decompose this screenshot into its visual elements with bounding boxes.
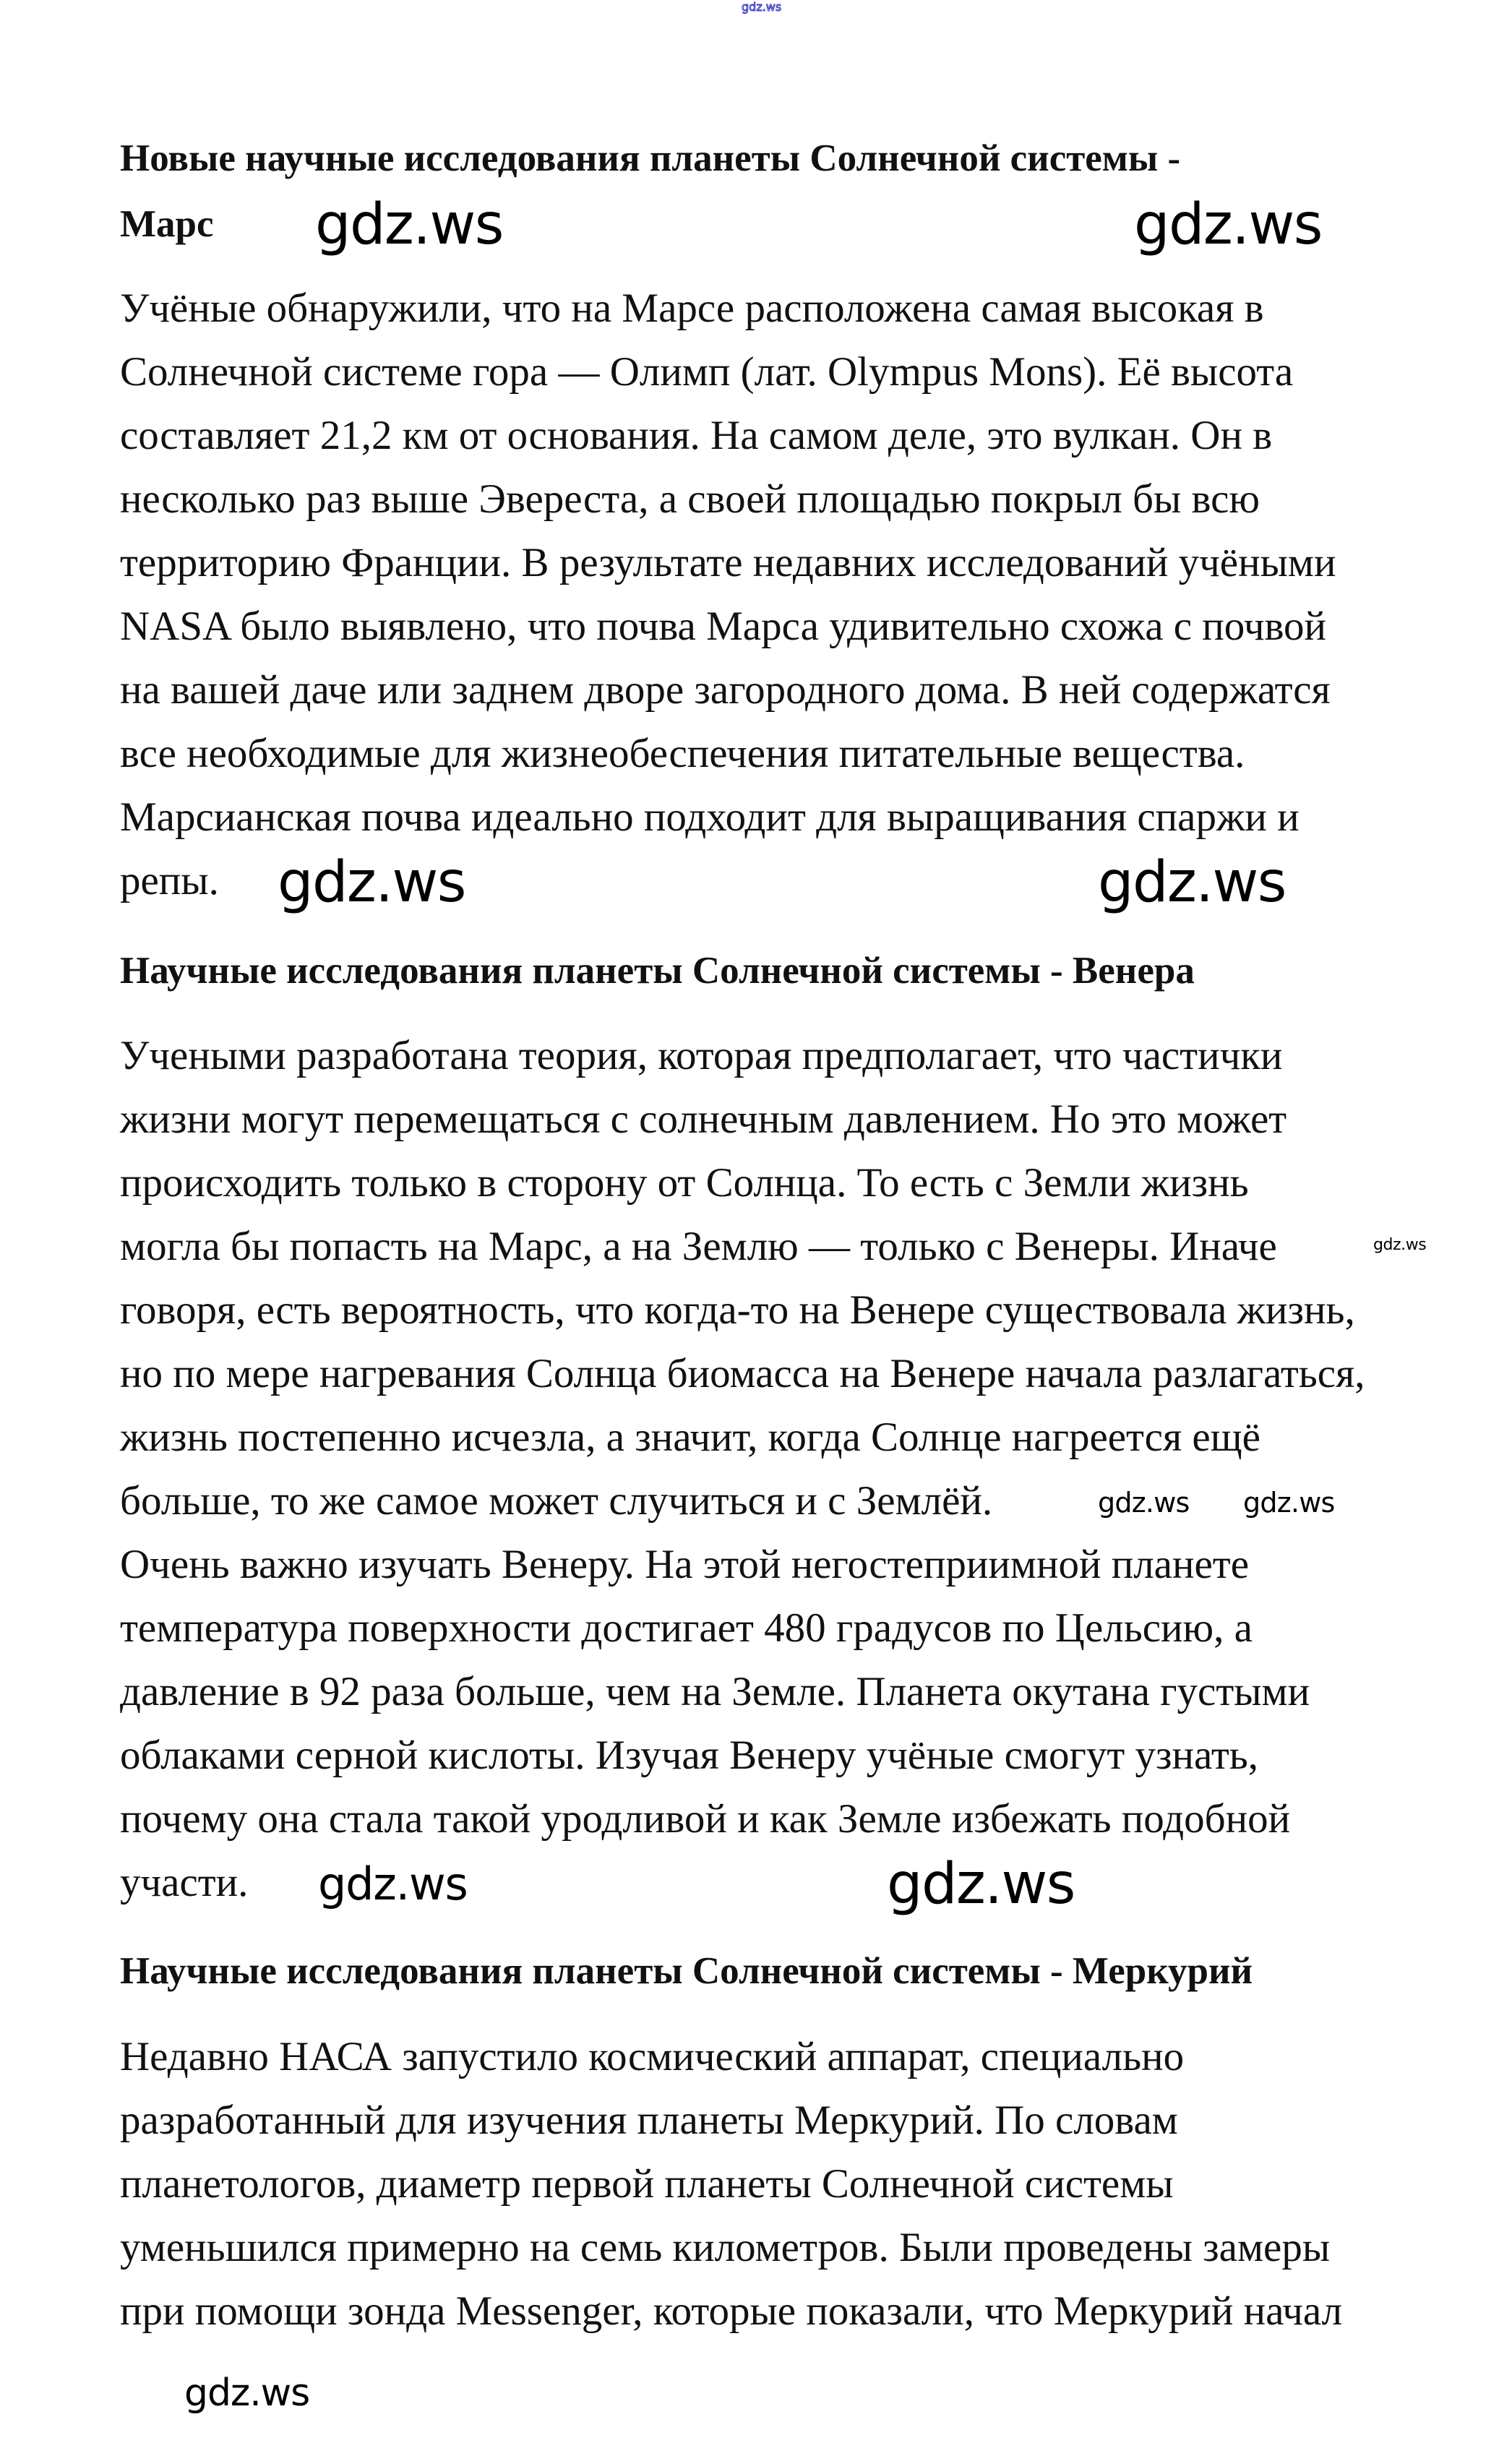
text-line: жизни могут перемещаться с солнечным давлением. Но это может bbox=[120, 1096, 1287, 1142]
text-line: планетологов, диаметр первой планеты Солнечной системы bbox=[120, 2161, 1174, 2207]
heading-line: Научные исследования планеты Солнечной системы - Венера bbox=[120, 950, 1195, 992]
paragraph bbox=[120, 1024, 1365, 1915]
paragraph bbox=[120, 277, 1336, 913]
text-line: Очень важно изучать Венеру. На этой негостеприимной планете bbox=[120, 1542, 1249, 1587]
text-line: при помощи зонда Messenger, которые показали, что Меркурий начал bbox=[120, 2288, 1343, 2334]
text-line: репы. bbox=[120, 858, 219, 903]
text-line: почему она стала такой уродливой и как Земле избежать подобной bbox=[120, 1796, 1291, 1842]
section-heading bbox=[120, 938, 1195, 1004]
text-line: Учёные обнаружили, что на Марсе расположена самая высокая в bbox=[120, 285, 1264, 331]
text-line: несколько раз выше Эвереста, а своей площадью покрыл бы всю bbox=[120, 476, 1260, 522]
text-line: жизнь постепенно исчезла, а значит, когда Солнце нагреется ещё bbox=[120, 1414, 1260, 1460]
watermark: gdz.ws bbox=[1098, 850, 1286, 915]
watermark: gdz.ws bbox=[315, 192, 503, 257]
paragraph bbox=[120, 2025, 1342, 2343]
text-line: все необходимые для жизнеобеспечения питательные вещества. bbox=[120, 731, 1245, 776]
heading-line: Научные исследования планеты Солнечной системы - Меркурий bbox=[120, 1950, 1253, 1992]
text-line: Марсианская почва идеально подходит для выращивания спаржи и bbox=[120, 794, 1300, 840]
text-line: составляет 21,2 км от основания. На самом деле, это вулкан. Он в bbox=[120, 413, 1273, 458]
text-line: давление в 92 раза больше, чем на Земле. Планета окутана густыми bbox=[120, 1669, 1310, 1714]
text-line: говоря, есть вероятность, что когда-то на Венере существовала жизнь, bbox=[120, 1287, 1355, 1333]
text-line: уменьшился примерно на семь километров. Были проведены замеры bbox=[120, 2225, 1331, 2270]
watermark-top: gdz.ws bbox=[742, 0, 782, 14]
text-line: но по мере нагревания Солнца биомасса на Венере начала разлагаться, bbox=[120, 1351, 1365, 1396]
heading-line: Новые научные исследования планеты Солнечной системы - bbox=[120, 137, 1181, 179]
text-line: Солнечной системе гора — Олимп (лат. Olympus Mons). Её высота bbox=[120, 349, 1294, 395]
text-line: Недавно НАСА запустило космический аппарат, специально bbox=[120, 2034, 1185, 2079]
text-line: больше, то же самое может случиться и с Землёй. bbox=[120, 1478, 993, 1524]
heading-line: Марс bbox=[120, 203, 214, 245]
text-line: участи. bbox=[120, 1860, 249, 1905]
text-line: территорию Франции. В результате недавних исследований учёными bbox=[120, 540, 1336, 585]
watermark: gdz.ws bbox=[1134, 192, 1322, 257]
text-line: NASA было выявлено, что почва Марса удивительно схожа с почвой bbox=[120, 604, 1327, 649]
watermark: gdz.ws bbox=[1373, 1236, 1427, 1254]
watermark: gdz.ws bbox=[887, 1852, 1075, 1917]
text-line: могла бы попасть на Марс, а на Землю — только с Венеры. Иначе bbox=[120, 1224, 1277, 1269]
watermark: gdz.ws bbox=[1243, 1487, 1335, 1519]
section-heading bbox=[120, 126, 1180, 257]
watermark: gdz.ws bbox=[1098, 1487, 1190, 1519]
text-line: Учеными разработана теория, которая предполагает, что частички bbox=[120, 1033, 1283, 1078]
watermark: gdz.ws bbox=[278, 850, 465, 915]
text-line: разработанный для изучения планеты Меркурий. По словам bbox=[120, 2098, 1178, 2143]
text-line: происходить только в сторону от Солнца. То есть с Земли жизнь bbox=[120, 1160, 1249, 1206]
section-heading bbox=[120, 1938, 1253, 2004]
watermark: gdz.ws bbox=[318, 1858, 468, 1910]
text-line: температура поверхности достигает 480 градусов по Цельсию, а bbox=[120, 1605, 1253, 1651]
text-line: на вашей даче или заднем дворе загородного дома. В ней содержатся bbox=[120, 667, 1331, 713]
text-line: облаками серной кислоты. Изучая Венеру учёные смогут узнать, bbox=[120, 1733, 1258, 1778]
watermark: gdz.ws bbox=[184, 2371, 310, 2415]
